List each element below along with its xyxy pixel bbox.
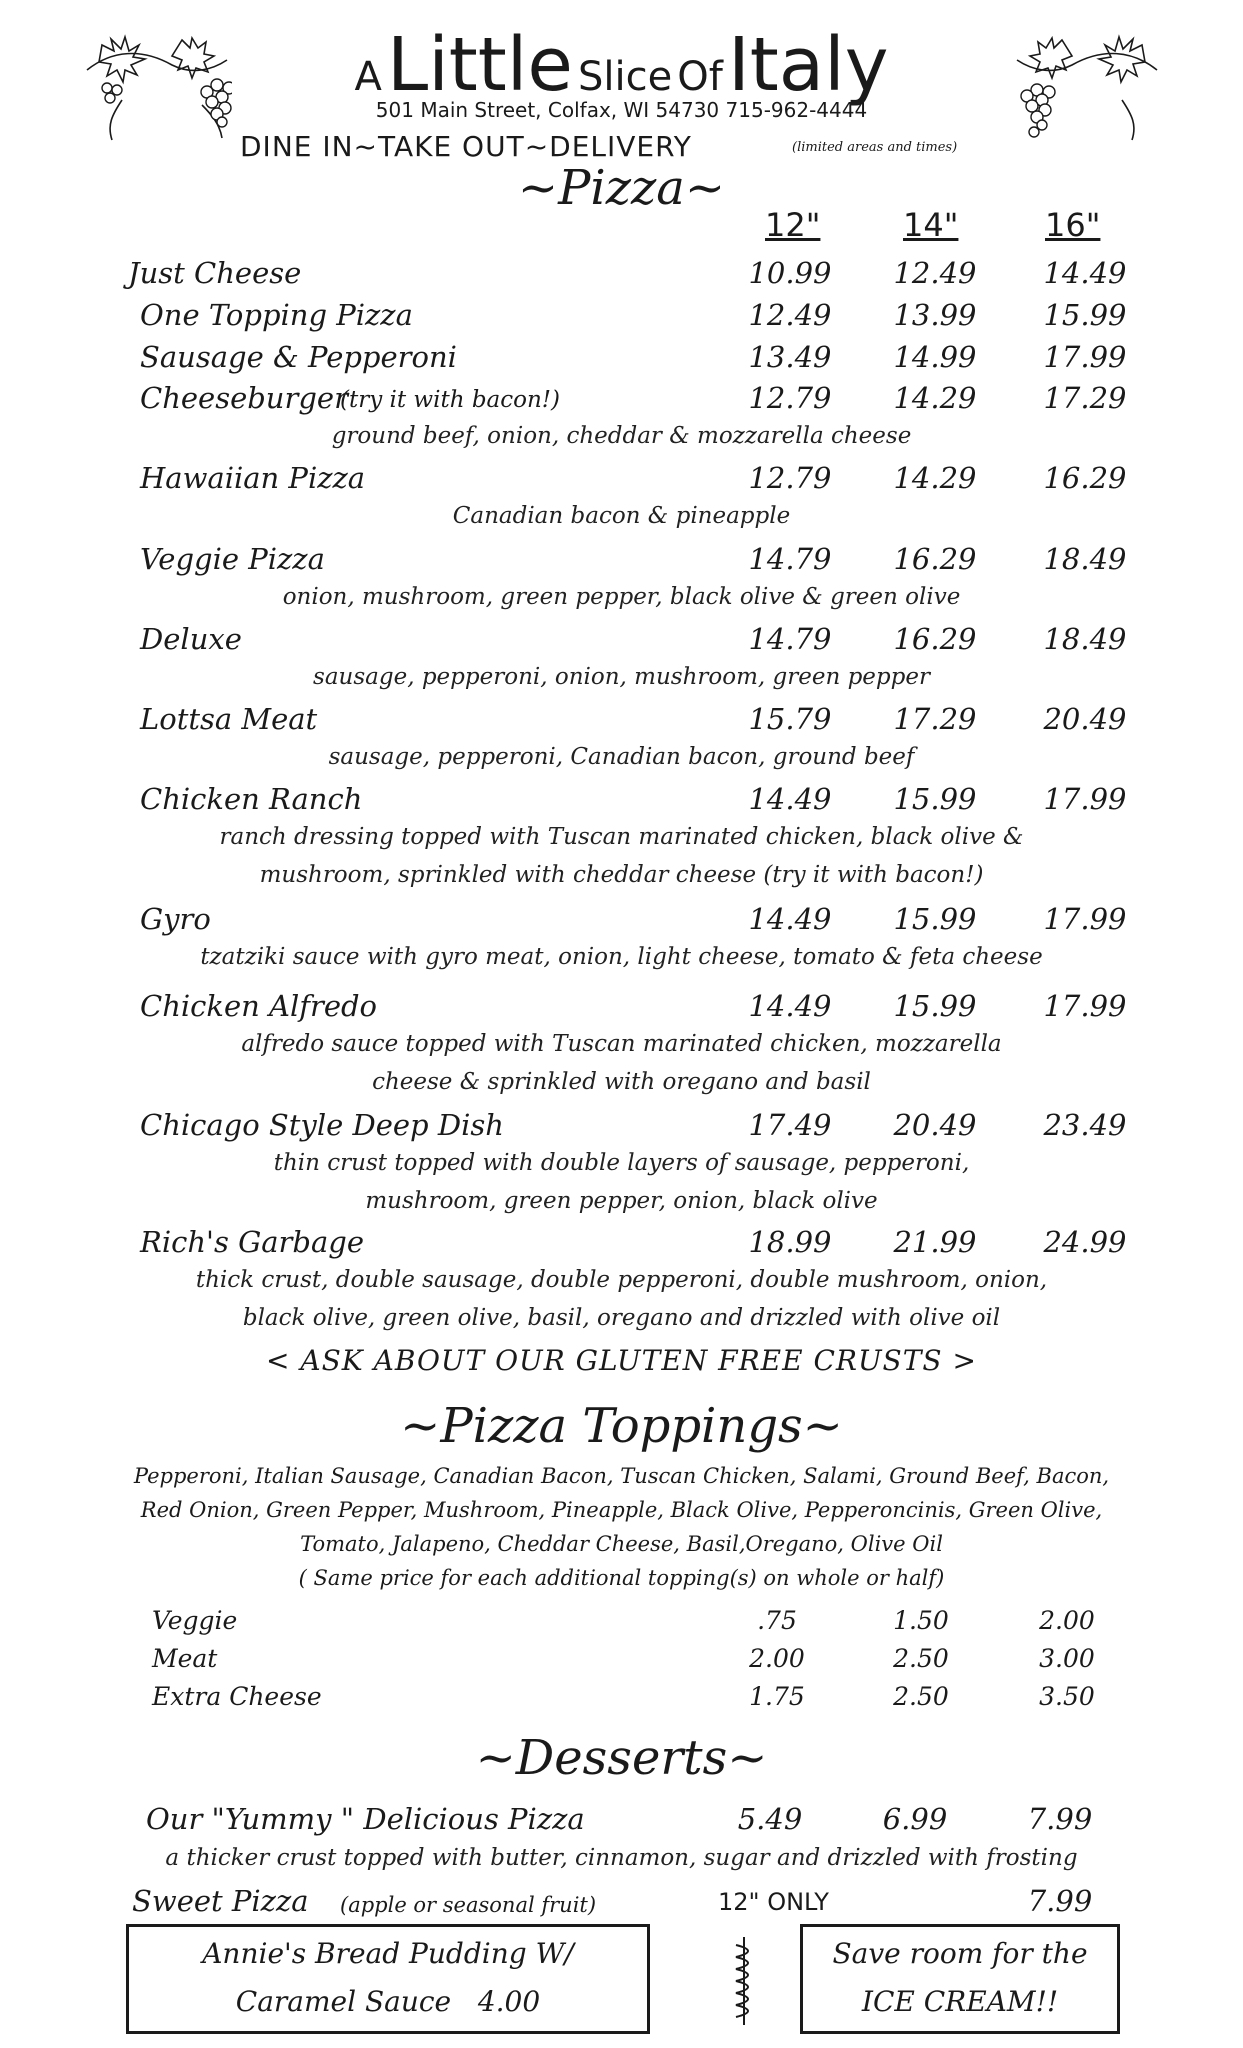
pizza-price-16: 18.49 (1043, 542, 1127, 576)
topping-price-12: .75 (757, 1606, 797, 1635)
topping-price-14: 1.50 (893, 1606, 949, 1635)
pizza-item-desc: tzatziki sauce with gyro meat, onion, light cheese, tomato & feta cheese (200, 944, 1043, 970)
pizza-item-desc: mushroom, green pepper, onion, black olive (365, 1188, 878, 1214)
pizza-item-name: Gyro (140, 902, 211, 936)
pizza-item-name: Veggie Pizza (140, 542, 325, 576)
size-16: 16" (1045, 206, 1101, 244)
pizza-item-desc: sausage, pepperoni, Canadian bacon, ground beef (328, 744, 915, 770)
bread-pudding-price: 4.00 (477, 1985, 541, 2018)
pizza-price-14: 16.29 (893, 542, 977, 576)
pizza-price-16: 24.99 (1043, 1225, 1127, 1259)
topping-price-14: 2.50 (893, 1682, 949, 1711)
pizza-price-16: 23.49 (1043, 1108, 1127, 1142)
pizza-heading: ~Pizza~ (517, 160, 726, 216)
bread-pudding-line2 (129, 1985, 647, 2018)
service-options: DINE IN~TAKE OUT~DELIVERY (240, 130, 692, 163)
pizza-price-12: 18.99 (748, 1225, 832, 1259)
pizza-price-16: 14.49 (1043, 256, 1127, 290)
topping-price-12: 1.75 (749, 1682, 805, 1711)
title-of: Of (677, 54, 723, 100)
pizza-price-16: 16.29 (1043, 461, 1127, 495)
pizza-price-12: 12.79 (748, 381, 832, 415)
pizza-price-12: 14.49 (748, 782, 832, 816)
gluten-free-note: < ASK ABOUT OUR GLUTEN FREE CRUSTS > (266, 1344, 977, 1377)
pizza-price-12: 15.79 (748, 702, 832, 736)
pizza-price-12: 14.49 (748, 989, 832, 1023)
pizza-price-12: 12.49 (748, 298, 832, 332)
pizza-price-14: 15.99 (893, 989, 977, 1023)
pizza-item-name: Chicago Style Deep Dish (140, 1108, 504, 1142)
topping-category: Extra Cheese (152, 1682, 322, 1711)
pizza-item-desc: thin crust topped with double layers of sausage, pepperoni, (273, 1150, 970, 1176)
pizza-price-16: 20.49 (1043, 702, 1127, 736)
topping-category: Veggie (152, 1606, 238, 1635)
pizza-price-12: 14.49 (748, 902, 832, 936)
address: 501 Main Street, Colfax, WI 54730 715-962-4444 (375, 98, 868, 122)
pizza-price-14: 21.99 (893, 1225, 977, 1259)
toppings-heading: ~Pizza Toppings~ (400, 1398, 843, 1454)
bread-pudding-line1: Annie's Bread Pudding W/ (202, 1937, 574, 1970)
pizza-item-desc: black olive, green olive, basil, oregano and drizzled with olive oil (242, 1305, 1001, 1331)
pizza-item-desc: alfredo sauce topped with Tuscan marinated chicken, mozzarella (241, 1031, 1002, 1057)
pizza-item-desc: ground beef, onion, cheddar & mozzarella cheese (331, 423, 912, 449)
pizza-item-desc: mushroom, sprinkled with cheddar cheese (try it with bacon!) (259, 862, 984, 888)
topping-price-16: 3.50 (1039, 1682, 1095, 1711)
pizza-item-name: Rich's Garbage (140, 1225, 364, 1259)
topping-price-16: 2.00 (1039, 1606, 1095, 1635)
pizza-item-desc: ranch dressing topped with Tuscan marinated chicken, black olive & (219, 824, 1024, 850)
pizza-price-16: 18.49 (1043, 622, 1127, 656)
yummy-pizza-name: Our "Yummy " Delicious Pizza (146, 1802, 585, 1836)
pizza-item-name: Sausage & Pepperoni (140, 340, 457, 374)
ice-cream-line2: ICE CREAM!! (861, 1985, 1059, 2018)
pizza-price-14: 16.29 (893, 622, 977, 656)
topping-category: Meat (152, 1644, 218, 1673)
pizza-price-14: 14.99 (893, 340, 977, 374)
bread-pudding-name: Caramel Sauce (235, 1985, 452, 2018)
yummy-price-16: 7.99 (1027, 1802, 1093, 1836)
pizza-price-16: 17.99 (1043, 902, 1127, 936)
title-slice: Slice (577, 54, 673, 100)
decorative-twist-icon (732, 1935, 756, 2027)
pizza-price-14: 15.99 (893, 782, 977, 816)
sweet-pizza-size: 12" ONLY (718, 1888, 829, 1916)
pizza-item-desc: cheese & sprinkled with oregano and basil (372, 1069, 871, 1095)
pizza-price-12: 14.79 (748, 622, 832, 656)
topping-price-16: 3.00 (1039, 1644, 1095, 1673)
yummy-price-14: 6.99 (882, 1802, 948, 1836)
pizza-price-12: 14.79 (748, 542, 832, 576)
bread-pudding-box (126, 1924, 650, 2034)
pizza-price-12: 17.49 (748, 1108, 832, 1142)
pizza-price-16: 17.99 (1043, 340, 1127, 374)
pizza-price-12: 10.99 (748, 256, 832, 290)
desserts-heading: ~Desserts~ (475, 1730, 768, 1786)
pizza-price-14: 12.49 (893, 256, 977, 290)
pizza-item-name: Hawaiian Pizza (140, 461, 366, 495)
pizza-price-14: 14.29 (893, 381, 977, 415)
sweet-pizza-name: Sweet Pizza (132, 1884, 309, 1918)
pizza-item-name: Just Cheese (128, 256, 302, 290)
restaurant-title (0, 22, 1243, 108)
toppings-list-line: Tomato, Jalapeno, Cheddar Cheese, Basil,Oregano, Olive Oil (300, 1532, 943, 1556)
pizza-price-12: 12.79 (748, 461, 832, 495)
pizza-item-name: One Topping Pizza (140, 298, 413, 332)
pizza-price-16: 17.99 (1043, 782, 1127, 816)
topping-price-12: 2.00 (749, 1644, 805, 1673)
size-14: 14" (903, 206, 959, 244)
pizza-price-14: 15.99 (893, 902, 977, 936)
pizza-price-16: 15.99 (1043, 298, 1127, 332)
yummy-price-12: 5.49 (737, 1802, 803, 1836)
pizza-item-name: Deluxe (140, 622, 242, 656)
toppings-list-line: Pepperoni, Italian Sausage, Canadian Bacon, Tuscan Chicken, Salami, Ground Beef, Bacon, (133, 1464, 1110, 1488)
pizza-price-12: 13.49 (748, 340, 832, 374)
toppings-list-line: Red Onion, Green Pepper, Mushroom, Pineapple, Black Olive, Pepperoncinis, Green Olive, (140, 1498, 1103, 1522)
pizza-item-name: Cheeseburger (140, 381, 348, 415)
ice-cream-line1: Save room for the (832, 1937, 1088, 1970)
pizza-price-14: 17.29 (893, 702, 977, 736)
pizza-price-14: 13.99 (893, 298, 977, 332)
sweet-pizza-price: 7.99 (1027, 1884, 1093, 1918)
title-a: A (354, 54, 382, 100)
ice-cream-box (800, 1924, 1120, 2034)
yummy-pizza-desc: a thicker crust topped with butter, cinnamon, sugar and drizzled with frosting (165, 1845, 1078, 1871)
delivery-note: (limited areas and times) (792, 140, 958, 155)
title-little: Little (386, 22, 573, 108)
pizza-item-desc: sausage, pepperoni, onion, mushroom, green pepper (313, 664, 930, 690)
pizza-item-name: Chicken Alfredo (140, 989, 378, 1023)
pizza-price-14: 14.29 (893, 461, 977, 495)
pizza-item-name: Chicken Ranch (140, 782, 363, 816)
sweet-pizza-note: (apple or seasonal fruit) (340, 1893, 597, 1917)
pizza-item-name: Lottsa Meat (140, 702, 318, 736)
toppings-price-note: ( Same price for each additional topping(s) on whole or half) (298, 1566, 945, 1590)
topping-price-14: 2.50 (893, 1644, 949, 1673)
pizza-price-14: 20.49 (893, 1108, 977, 1142)
pizza-price-16: 17.99 (1043, 989, 1127, 1023)
pizza-item-note: (try it with bacon!) (340, 387, 561, 413)
pizza-item-desc: Canadian bacon & pineapple (452, 503, 791, 529)
pizza-item-desc: thick crust, double sausage, double pepperoni, double mushroom, onion, (195, 1267, 1048, 1293)
pizza-item-desc: onion, mushroom, green pepper, black olive & green olive (282, 584, 961, 610)
pizza-price-16: 17.29 (1043, 381, 1127, 415)
title-italy: Italy (727, 22, 889, 108)
size-12: 12" (765, 206, 821, 244)
